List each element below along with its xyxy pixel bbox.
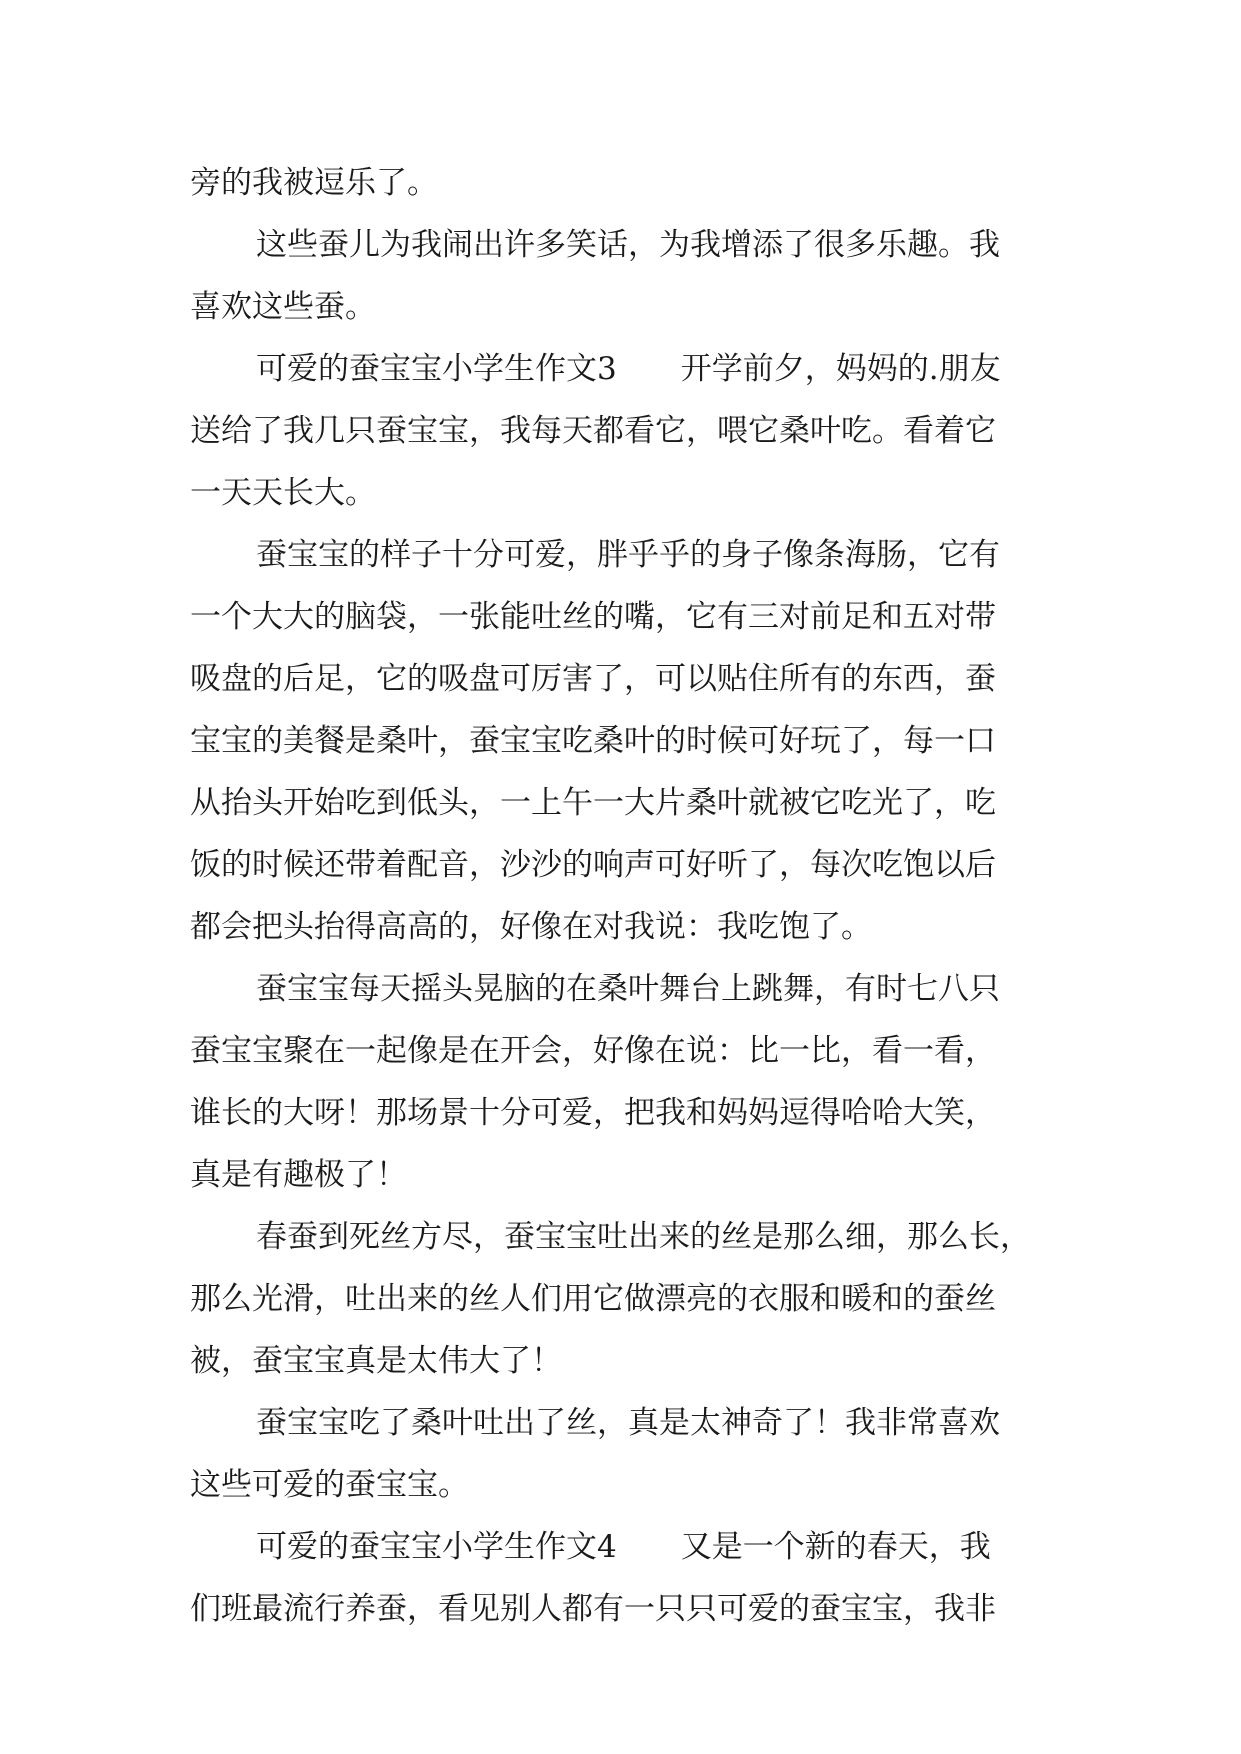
text-line: 蚕宝宝吃了桑叶吐出了丝，真是太神奇了！我非常喜欢 [256,1405,1000,1441]
text-line: 蚕宝宝聚在一起像是在开会，好像在说：比一比，看一看， [190,1033,996,1069]
essay-heading: 可爱的蚕宝宝小学生作文3 [256,351,617,387]
text-line: 这些蚕儿为我闹出许多笑话，为我增添了很多乐趣。我 [256,227,1000,263]
text-line: 蚕宝宝每天摇头晃脑的在桑叶舞台上跳舞，有时七八只 [256,971,1000,1007]
text-line: 真是有趣极了！ [190,1157,407,1193]
text-line: 蚕宝宝的样子十分可爱，胖乎乎的身子像条海肠，它有 [256,537,1000,573]
text-line: 一天天长大。 [190,475,376,511]
text-line: 被，蚕宝宝真是太伟大了！ [190,1343,562,1379]
essay-heading-line [190,338,1070,400]
text-line: 开学前夕，妈妈的.朋友 [680,351,1001,387]
text-line: 们班最流行养蚕，看见别人都有一只只可爱的蚕宝宝，我非 [190,1591,996,1627]
text-line: 饭的时候还带着配音，沙沙的响声可好听了，每次吃饱以后 [190,847,996,883]
text-line: 谁长的大呀！那场景十分可爱，把我和妈妈逗得哈哈大笑， [190,1095,996,1131]
text-line: 春蚕到死丝方尽，蚕宝宝吐出来的丝是那么细，那么长， [256,1219,1031,1255]
text-line: 那么光滑，吐出来的丝人们用它做漂亮的衣服和暖和的蚕丝 [190,1281,996,1317]
text-line: 这些可爱的蚕宝宝。 [190,1467,469,1503]
text-line: 从抬头开始吃到低头，一上午一大片桑叶就被它吃光了，吃 [190,785,996,821]
text-line: 喜欢这些蚕。 [190,289,376,325]
text-line: 都会把头抬得高高的，好像在对我说：我吃饱了。 [190,909,872,945]
text-line: 又是一个新的春天，我 [680,1529,991,1565]
text-line: 送给了我几只蚕宝宝，我每天都看它，喂它桑叶吃。看着它 [190,413,996,449]
text-line: 一个大大的脑袋，一张能吐丝的嘴，它有三对前足和五对带 [190,599,996,635]
text-line: 吸盘的后足，它的吸盘可厉害了，可以贴住所有的东西，蚕 [190,661,996,697]
text-line: 宝宝的美餐是桑叶，蚕宝宝吃桑叶的时候可好玩了，每一口 [190,723,996,759]
essay-heading-line [190,1516,1070,1578]
essay-body [190,152,1070,1640]
text-line: 旁的我被逗乐了。 [190,165,438,201]
essay-heading: 可爱的蚕宝宝小学生作文4 [256,1529,617,1565]
